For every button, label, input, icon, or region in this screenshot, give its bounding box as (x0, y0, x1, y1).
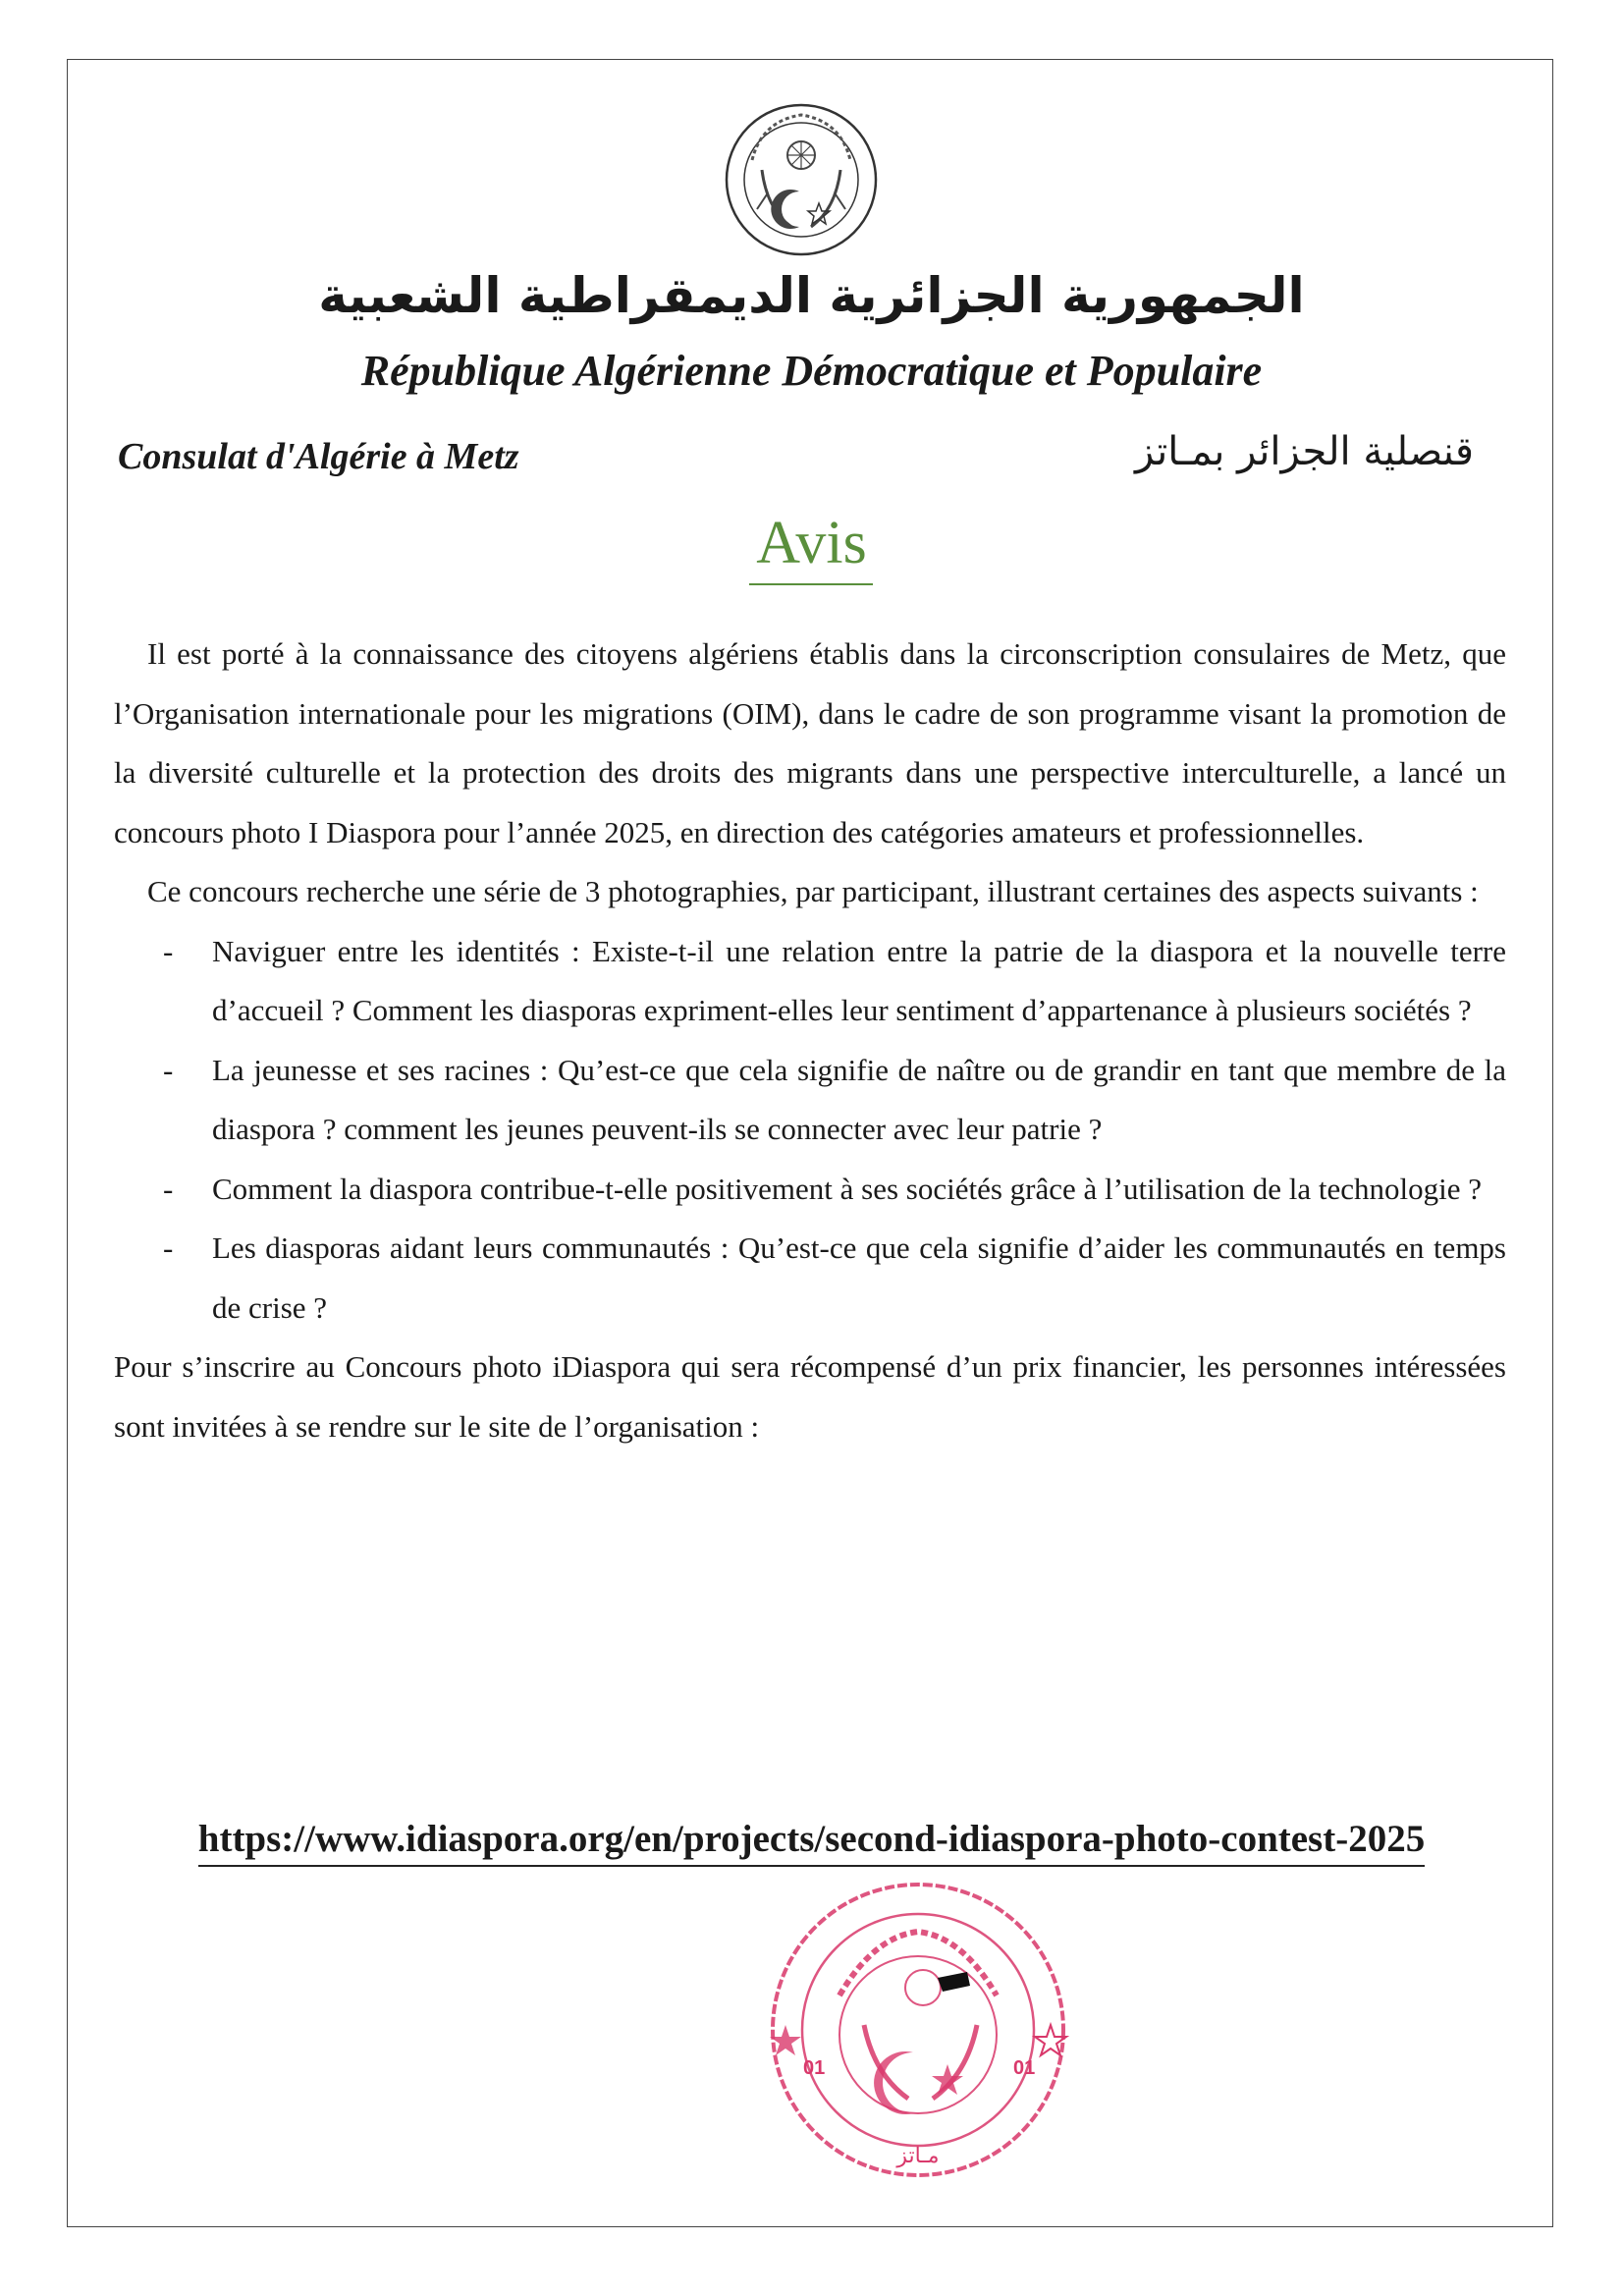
consulate-name-arabic: قنصلية الجزائر بمـاتز (1135, 429, 1474, 474)
list-item: - La jeunesse et ses racines : Qu’est-ce que cela signifie de naître ou de grandir en tant que membre de la diaspora ? comment les jeunes peuvent-ils se connecter avec leur patrie ? (114, 1041, 1506, 1160)
bullet-dash: - (163, 1052, 174, 1087)
paragraph-contest: Ce concours recherche une série de 3 photographies, par participant, illustrant certaines des aspects suivants : (147, 874, 1479, 908)
aspects-list (114, 922, 1506, 1339)
heading-underline (749, 583, 873, 585)
bullet-dash: - (163, 1171, 174, 1206)
consulate-name-french: Consulat d'Algérie à Metz (118, 436, 519, 477)
bullet-dash: - (163, 1230, 174, 1265)
list-item: - Les diasporas aidant leurs communautés : Qu’est-ce que cela signifie d’aider les communautés en temps de crise ? (114, 1219, 1506, 1338)
list-item: - Naviguer entre les identités : Existe-t-il une relation entre la patrie de la diaspora et la nouvelle terre d’accueil ? Comment les diasporas expriment-elles leur sentiment d’appartenance à plusieurs sociétés ? (114, 922, 1506, 1041)
list-item: - Comment la diaspora contribue-t-elle positivement à ses sociétés grâce à l’utilisation de la technologie ? (114, 1160, 1506, 1220)
consulate-stamp (766, 1878, 1070, 2182)
stamp-left-number: 01 (803, 2057, 826, 2079)
stamp-right-number: 01 (1013, 2057, 1036, 2079)
notice-body (114, 625, 1506, 1456)
french-republic-title: République Algérienne Démocratique et Populaire (360, 347, 1263, 395)
contest-url (0, 1817, 1623, 1867)
bullet-dash: - (163, 933, 174, 968)
arabic-republic-title: الجمهورية الجزائرية الديمقراطية الشعبية (318, 267, 1305, 324)
paragraph-intro: Il est porté à la connaissance des citoyens algériens établis dans la circonscription consulaires de Metz, que l’Organisation internationale pour les migrations (OIM), dans le cadre de son programme visant la promotion de la diversité culturelle et la protection des droits des migrants dans une perspective interculturelle, a lancé un concours photo I Diaspora pour l’année 2025, en direction des catégories amateurs et professionnelles. (114, 636, 1506, 849)
notice-heading: Avis (756, 510, 867, 576)
algerian-emblem-seal (723, 101, 880, 258)
paragraph-registration: Pour s’inscrire au Concours photo iDiaspora qui sera récompensé d’un prix financier, les personnes intéressées sont invitées à se rendre sur le site de l’organisation : (114, 1349, 1506, 1444)
contest-link[interactable]: https://www.idiaspora.org/en/projects/second-idiaspora-photo-contest-2025 (198, 1817, 1425, 1867)
stamp-bottom-text: مـاتز (896, 2144, 940, 2168)
